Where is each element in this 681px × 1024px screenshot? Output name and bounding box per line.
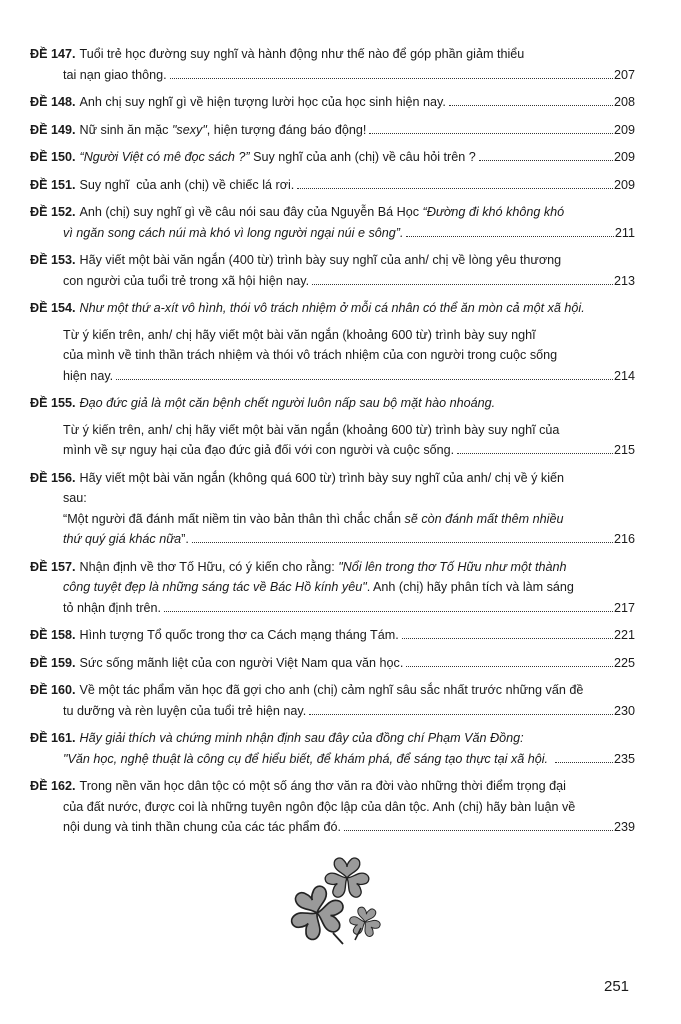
toc-line [30, 175, 635, 196]
toc-line [30, 92, 635, 113]
page-ref: 239 [613, 820, 635, 834]
leader-dots [369, 133, 613, 134]
leader-dots [479, 160, 613, 161]
entry-label: ĐỀ 153. [30, 253, 76, 267]
toc-line [30, 120, 635, 141]
leader-dots [402, 638, 613, 639]
entry-text: nội dung và tinh thần chung của các tác phẩm đó. [63, 820, 341, 834]
page-ref: 208 [613, 95, 635, 109]
leader-dots [312, 284, 613, 285]
entry-label: ĐỀ 158. [30, 628, 76, 642]
entry-label: ĐỀ 154. [30, 301, 76, 315]
toc-line [30, 728, 635, 749]
toc-line [30, 468, 635, 489]
toc-entry [30, 776, 635, 838]
entry-text: Suy nghĩ của anh (chị) về chiếc lá rơi. [79, 177, 295, 192]
leader-dots [170, 78, 613, 79]
toc-line [30, 271, 635, 292]
page-ref: 217 [613, 600, 635, 615]
toc-line [30, 366, 635, 387]
toc-line [30, 797, 635, 818]
toc-line [30, 749, 635, 770]
toc-line [30, 488, 635, 509]
entry-label: ĐỀ 149. [30, 122, 76, 137]
toc-entry [30, 393, 635, 461]
entry-text: "Văn học, nghệ thuật là công cụ để hiểu biết, để khám phá, để sáng tạo thực tại xã hội. [63, 751, 552, 766]
entry-text: sẽ còn đánh mất thêm nhiều [404, 511, 564, 526]
entry-text: Về một tác phẩm văn học đã gợi cho anh (chị) cảm nghĩ sâu sắc nhất trước những vấn đề [79, 683, 584, 697]
leader-dots [116, 379, 613, 380]
entry-text: tai nạn giao thông. [63, 67, 167, 82]
entry-text: vì ngăn song cách núi mà khó vì long người ngại núi e sông”. [63, 225, 404, 240]
toc-entry [30, 653, 635, 674]
toc-entry [30, 120, 635, 141]
entry-label: ĐỀ 152. [30, 205, 76, 219]
entry-text: , hiện tượng đáng báo động! [206, 122, 367, 137]
entry-text: . Anh (chị) hãy phân tích và làm sáng [366, 580, 574, 594]
entry-text: Đạo đức giả là một căn bệnh chết người luôn nấp sau bộ mặt hào nhoáng. [79, 396, 496, 410]
page-ref: 209 [613, 150, 635, 164]
entry-text: Từ ý kiến trên, anh/ chị hãy viết một bài văn ngắn (khoảng 600 từ) trình bày suy nghĩ của [63, 422, 560, 437]
entry-label: ĐỀ 148. [30, 95, 76, 109]
page-number: 251 [604, 978, 630, 995]
entry-text: hiện nay. [63, 368, 114, 383]
leader-dots [406, 666, 613, 667]
page-ref: 225 [613, 655, 635, 670]
entry-label: ĐỀ 157. [30, 559, 76, 574]
toc-line [30, 223, 635, 244]
page-ref: 214 [613, 368, 635, 383]
toc-entry [30, 468, 635, 550]
entry-text: mình về sự nguy hại của đạo đức giả đối với con người và cuộc sống. [63, 443, 455, 457]
entry-text: Sức sống mãnh liệt của con người Việt Nam qua văn học. [79, 655, 404, 670]
leader-dots [449, 105, 613, 106]
toc-line [30, 420, 635, 441]
toc-line [30, 701, 635, 722]
leader-dots [309, 714, 613, 715]
entry-text: của đất nước, được coi là những tuyên ngôn độc lập của dân tộc. Anh (chị) hãy bàn luận về [63, 799, 576, 814]
toc-line [30, 250, 635, 271]
toc-line [30, 653, 635, 674]
entry-label: ĐỀ 155. [30, 396, 76, 410]
leader-dots [192, 542, 613, 543]
toc-line [30, 680, 635, 701]
entry-text: Hãy viết một bài văn ngắn (400 từ) trình bày suy nghĩ của anh/ chị về lòng yêu thương [79, 253, 562, 267]
toc-line [30, 817, 635, 838]
entry-text: Hình tượng Tổ quốc trong thơ ca Cách mạng tháng Tám. [79, 628, 399, 642]
toc-entry [30, 92, 635, 113]
entry-label: ĐỀ 162. [30, 779, 76, 793]
toc-line [30, 202, 635, 223]
entry-label: ĐỀ 147. [30, 47, 76, 61]
entry-text: Hãy viết một bài văn ngắn (không quá 600 từ) trình bày suy nghĩ của anh/ chị về ý kiến [79, 470, 564, 485]
toc-entry [30, 44, 635, 85]
entry-text: Anh (chị) suy nghĩ gì về câu nói sau đây của Nguyễn Bá Học [79, 205, 423, 219]
toc-line [30, 509, 635, 530]
toc-line [30, 345, 635, 366]
toc-entry [30, 250, 635, 291]
leader-dots [164, 611, 613, 612]
page-ref: 211 [614, 225, 635, 240]
entry-label: ĐỀ 161. [30, 731, 76, 745]
entry-text: Nữ sinh ăn mặc [79, 122, 172, 137]
toc-line [30, 147, 635, 168]
toc-line [30, 65, 635, 86]
entry-text: của mình về tinh thần trách nhiệm và thói vô trách nhiệm của con người trong cuộc sống [63, 348, 558, 362]
toc-line [30, 298, 635, 319]
entry-text: Từ ý kiến trên, anh/ chị hãy viết một bài văn ngắn (khoảng 600 từ) trình bày suy nghĩ [63, 327, 536, 342]
page-ref: 221 [613, 628, 635, 642]
entry-text: tỏ nhận định trên. [63, 600, 162, 615]
entry-label: ĐỀ 151. [30, 177, 76, 192]
entry-text: "Nổi lên trong thơ Tố Hữu như một thành [338, 559, 567, 574]
toc-line [30, 625, 635, 646]
leader-dots [406, 236, 613, 237]
entry-text: Anh chị suy nghĩ gì về hiện tượng lười học của học sinh hiện nay. [79, 95, 446, 109]
toc-entry [30, 557, 635, 619]
entry-paragraph [30, 325, 635, 387]
toc-line [30, 325, 635, 346]
toc-line [30, 440, 635, 461]
leader-dots [297, 188, 613, 189]
toc-line [30, 776, 635, 797]
entry-text: Tuổi trẻ học đường suy nghĩ và hành động như thế nào để góp phần giảm thiểu [79, 47, 525, 61]
entry-text: “Người Việt có mê đọc sách ?” [79, 150, 250, 164]
entry-label: ĐỀ 160. [30, 683, 76, 697]
toc-line [30, 598, 635, 619]
entry-text: Hãy giải thích và chứng minh nhận định sau đây của đồng chí Phạm Văn Đồng: [79, 731, 524, 745]
table-of-contents [30, 44, 635, 845]
page-ref: 230 [613, 703, 635, 718]
entry-text: “Đường đi khó không khó [422, 205, 565, 219]
entry-text: Như một thứ a-xít vô hình, thói vô trách nhiệm ở mỗi cá nhân có thể ăn mòn cả một xã hội. [79, 301, 585, 315]
leader-dots [457, 453, 613, 454]
entry-label: ĐỀ 150. [30, 150, 76, 164]
page-ref: 207 [613, 67, 635, 82]
entry-text: con người của tuổi trẻ trong xã hội hiện nay. [63, 273, 310, 288]
toc-entry [30, 147, 635, 168]
entry-text: Trong nền văn học dân tộc có một số áng thơ văn ra đời vào những thời điểm trọng đại [79, 779, 566, 793]
entry-text: tu dưỡng và rèn luyện của tuổi trẻ hiện nay. [63, 703, 307, 718]
toc-entry [30, 298, 635, 386]
entry-text: "sexy" [171, 122, 207, 137]
entry-text: thứ quý giá khác nữa [63, 532, 182, 546]
toc-entry [30, 728, 635, 769]
toc-entry [30, 680, 635, 721]
page-ref: 209 [613, 122, 635, 137]
entry-text: sau: [63, 491, 87, 505]
toc-line [30, 577, 635, 598]
page-ref: 209 [613, 177, 635, 192]
page-ref: 213 [613, 273, 635, 288]
toc-line [30, 557, 635, 578]
page-ref: 235 [613, 751, 635, 766]
toc-entry [30, 175, 635, 196]
leader-dots [344, 830, 613, 831]
entry-text: “Một người đã đánh mất niềm tin vào bản thân thì chắc chắn [63, 511, 405, 526]
clover-icon [285, 848, 395, 953]
toc-entry [30, 625, 635, 646]
toc-line [30, 529, 635, 550]
toc-line [30, 393, 635, 414]
page-ref: 216 [613, 532, 635, 546]
page-ref: 215 [613, 443, 635, 457]
entry-text: ”. [181, 532, 189, 546]
entry-paragraph [30, 420, 635, 461]
entry-text: công tuyệt đẹp là những sáng tác về Bác Hồ kính yêu" [63, 580, 367, 594]
entry-label: ĐỀ 159. [30, 655, 76, 670]
toc-line [30, 44, 635, 65]
entry-text: Nhận định về thơ Tố Hữu, có ý kiến cho rằng: [79, 559, 339, 574]
toc-entry [30, 202, 635, 243]
leader-dots [555, 762, 613, 763]
entry-label: ĐỀ 156. [30, 470, 76, 485]
entry-text: Suy nghĩ của anh (chị) về câu hỏi trên ? [249, 150, 476, 164]
